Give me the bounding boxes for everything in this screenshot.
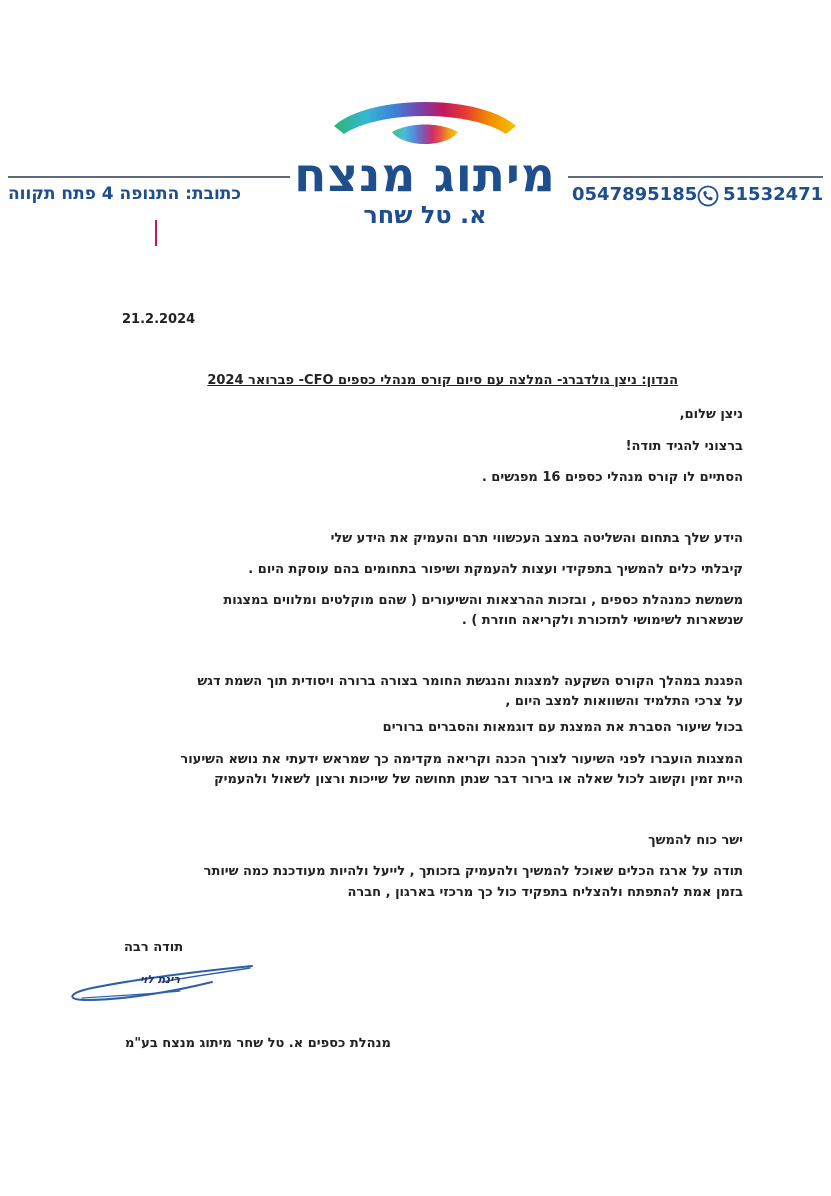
header-rule-right — [568, 176, 823, 178]
phone-icon — [697, 185, 719, 207]
paragraph-course-end: הסתיים לו קורס מנהלי כספים 16 מפגשים . — [481, 470, 743, 485]
header-rule-left — [8, 176, 290, 178]
brand-logo-arc — [330, 92, 520, 152]
letter-intro: ברצוני להגיד תודה! — [625, 439, 743, 454]
letter-greeting: ניצן שלום, — [679, 407, 743, 422]
letter-date: 21.2.2024 — [122, 312, 196, 327]
paragraph-examples: בכול שיעור הסברת את המצגת עם דוגמאות והסברים ברורים — [382, 720, 743, 735]
paragraph-presentations-line2: על צרכי התלמיד והשוואות למצב היום , — [505, 694, 743, 709]
paragraph-thanks-line2: בזמן אמת להתפתח ולהצליח בתפקיד כול כך מרכזי בארגון , חברה — [347, 885, 743, 900]
paragraph-keep-going: ישר כוח להמשך — [648, 833, 743, 848]
paragraph-thanks-line1: תודה על ארגז הכלים שאוכל להמשיך ולהעמיק בזכותך , לייעל ולהיות מעודכנת כמה שיותר — [203, 864, 743, 879]
phone-landline: 51532471 — [723, 184, 824, 205]
brand-subtitle: א. טל שחר — [363, 201, 487, 229]
paragraph-preparation-line1: המצגות הועברו לפני השיעור לצורך הכנה וקריאה מקדימה כך שמראש ידעתי את נושא השיעור — [180, 752, 743, 767]
paragraph-knowledge: הידע שלך בתחום והשליטה במצב העכשווי תרם והעמיק את הידע שלי — [330, 531, 743, 546]
paragraph-tools: קיבלתי כלים להמשיך בתפקידי ועצות להעמקת ושיפור בתחומים בהם עוסקת היום . — [248, 562, 743, 577]
margin-mark — [155, 220, 157, 246]
letter-subject: הנדון: ניצן גולדברג- המלצה עם סיום קורס מנהלי כספים CFO- פברואר 2024 — [207, 373, 678, 388]
phone-mobile: 0547895185 — [572, 184, 698, 205]
paragraph-role-line2: שנשארות לשימושי לתזכורת ולקריאה חוזרת ) . — [461, 613, 743, 628]
brand-name: מיתוג מנצח — [294, 148, 556, 203]
contact-phones — [572, 184, 822, 210]
paragraph-role-line1: משמשת כמנהלת כספים , ובזכות ההרצאות והשיעורים ( שהם מוקלטים ומלווים במצגות — [223, 593, 743, 608]
address-text: כתובת: התנופה 4 פתח תקווה — [8, 184, 242, 204]
paragraph-preparation-line2: היית זמין וקשוב לכול שאלה או בירור דבר שנתן תחושה של שייכות ורצון לשאול ולהעמיק — [214, 772, 743, 787]
signature-name: רינת לוי — [140, 973, 180, 986]
paragraph-presentations-line1: הפגנת במהלך הקורס השקעה למצגות והנגשת החומר בצורה ברורה ויסודית תוך השמת דגש — [197, 674, 743, 689]
letter-closing: תודה רבה — [124, 940, 184, 955]
signer-title: מנהלת כספים א. טל שחר מיתוג מנצח בע"מ — [125, 1036, 391, 1051]
